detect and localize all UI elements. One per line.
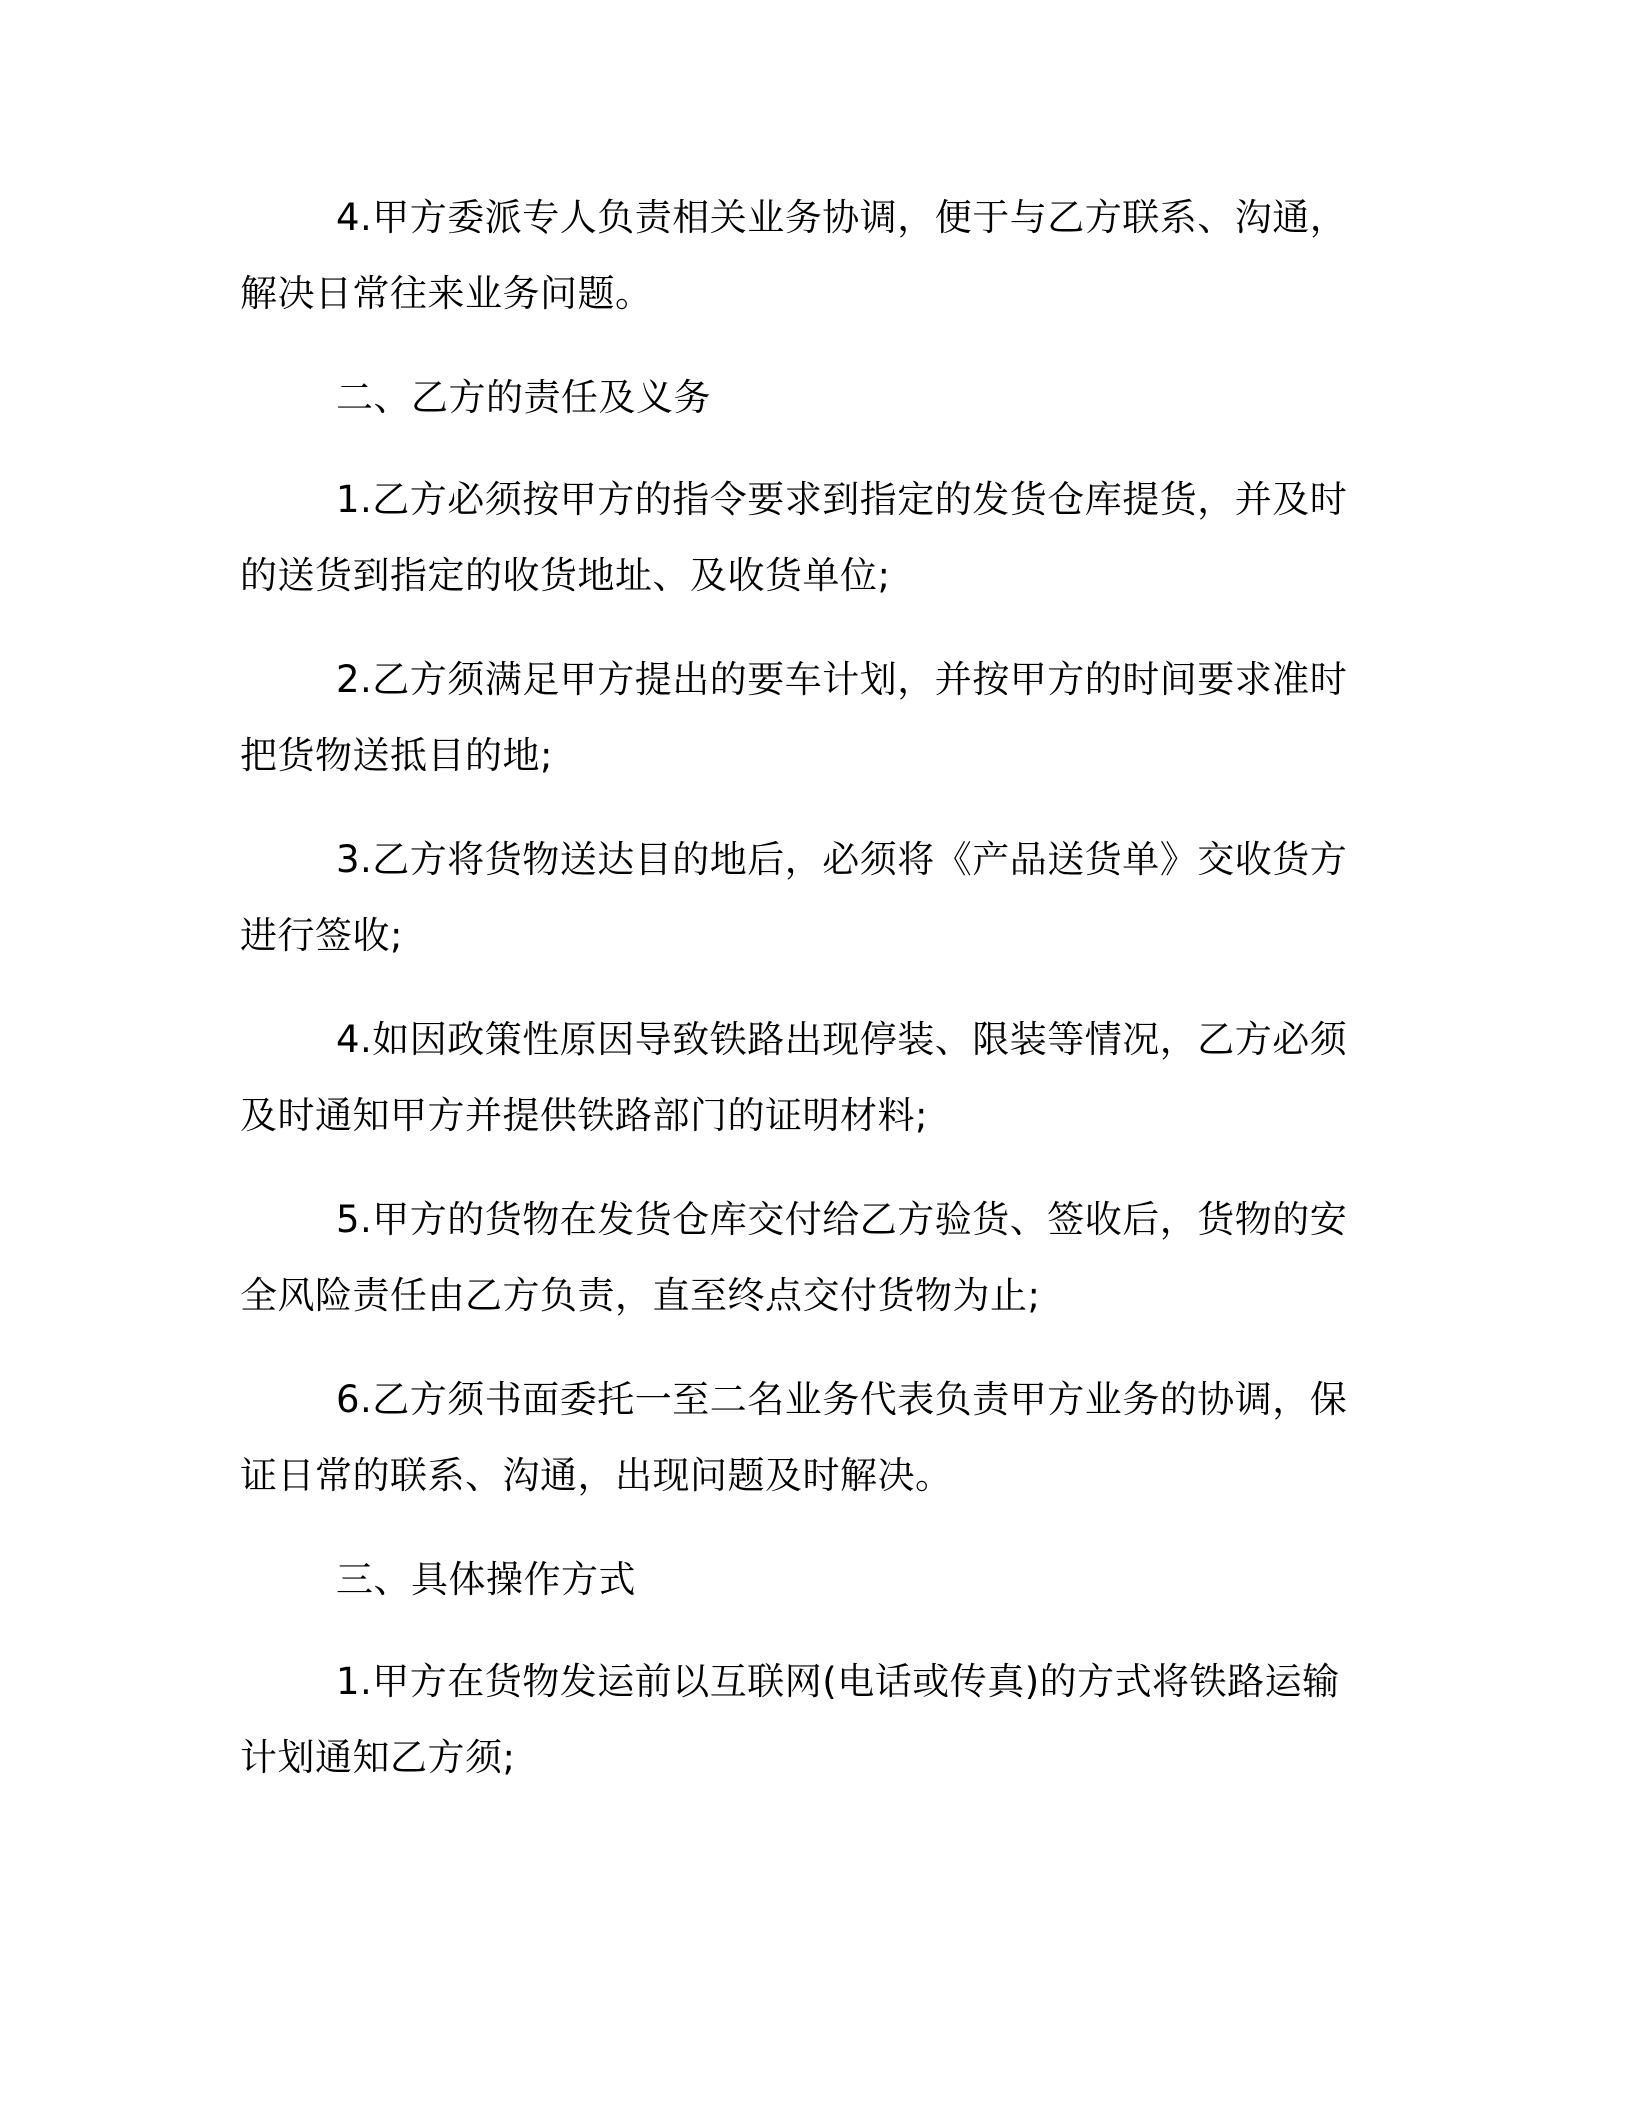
section-heading-operation-method: 三、具体操作方式 [336, 1558, 636, 1601]
clause-party-b-6: 6.乙方须书面委托一至二名业务代表负责甲方业务的协调，保证日常的联系、沟通，出现问题及时解决。 [240, 1378, 1348, 1497]
clause-party-b-5: 5.甲方的货物在发货仓库交付给乙方验货、签收后，货物的安全风险责任由乙方负责，直至终点交付货物为止; [240, 1198, 1348, 1317]
clause-party-b-2: 2.乙方须满足甲方提出的要车计划，并按甲方的时间要求准时把货物送抵目的地; [240, 658, 1348, 777]
section-heading-party-b-duties: 二、乙方的责任及义务 [336, 376, 711, 419]
clause-party-b-3: 3.乙方将货物送达目的地后，必须将《产品送货单》交收货方进行签收; [240, 838, 1348, 957]
clause-party-a-4: 4.甲方委派专人负责相关业务协调，便于与乙方联系、沟通，解决日常往来业务问题。 [240, 196, 1348, 315]
clause-party-b-4: 4.如因政策性原因导致铁路出现停装、限装等情况，乙方必须及时通知甲方并提供铁路部门的证明材料; [240, 1018, 1348, 1137]
clause-party-b-1: 1.乙方必须按甲方的指令要求到指定的发货仓库提货，并及时的送货到指定的收货地址、及收货单位; [240, 478, 1348, 597]
clause-operation-1: 1.甲方在货物发运前以互联网(电话或传真)的方式将铁路运输计划通知乙方须; [240, 1660, 1340, 1779]
